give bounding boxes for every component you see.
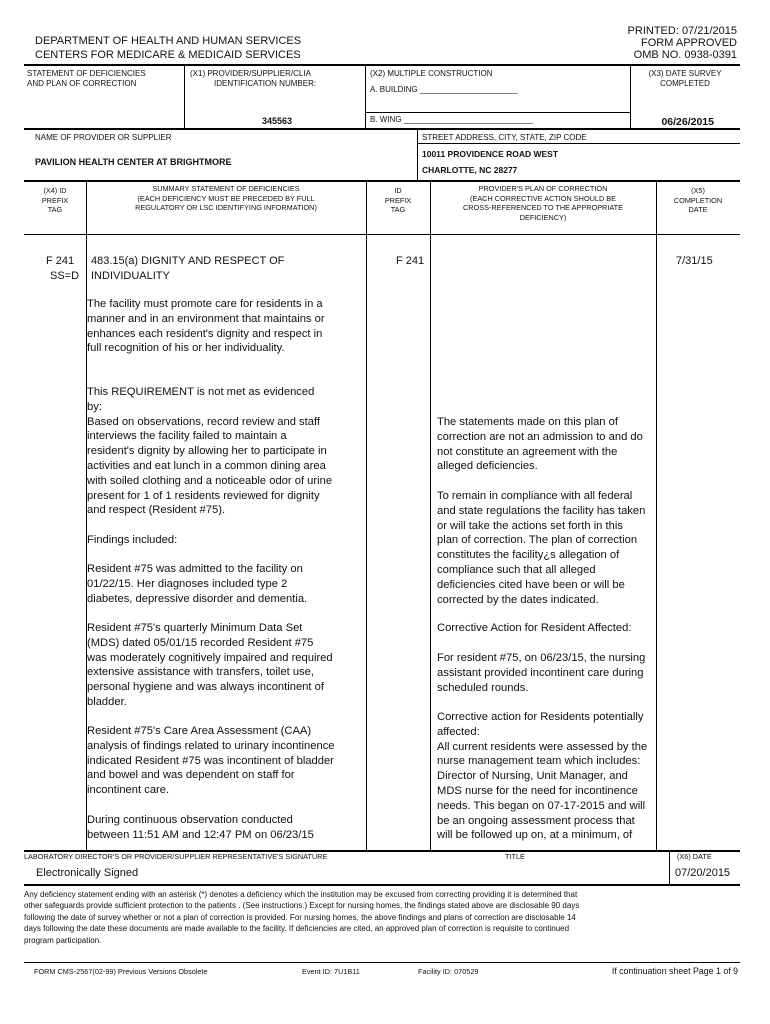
deficiency-title: 483.15(a) DIGNITY AND RESPECT OF INDIVIDUALITY — [91, 255, 285, 282]
col-x4-header: (X4) ID PREFIX TAG — [41, 186, 69, 215]
plan-para-5: Corrective action for Residents potentially affected: All current residents were assessed by the nurse management team which includes: Director of Nursing, Unit Manager, and MDS nurse for the need for incontinence needs. This began on 07-17-2015 and will be an ongoing assessment process that will be followed up on, at a minimum, of — [437, 711, 648, 842]
col-id-header: ID PREFIX TAG — [384, 186, 412, 215]
x2-label: (X2) MULTIPLE CONSTRUCTION — [370, 69, 493, 78]
summary-para-7: During continuous observation conducted between 11:51 AM and 12:47 PM on 06/23/15 — [87, 814, 314, 841]
deficiency-tag: F 241 — [46, 255, 75, 267]
summary-para-4: Resident #75 was admitted to the facility on 01/22/15. Her diagnoses included type 2 diabetes, depressive disorder and dementia. — [87, 563, 308, 605]
signature-value: Electronically Signed — [36, 867, 139, 879]
disclaimer-text: Any deficiency statement ending with an asterisk (*) denotes a deficiency which the institution may be excused from correcting providing it is determined that other safeguards provide sufficient protection to the patients . (See instructions.) Except for nursing homes, the findings stated above are disclosable 90 days following the date of survey whether or not a plan of correction is provided. For nursing homes, the above findings and plans of correction are disclosable 14 days following the date these documents are made available to the facility. If deficiencies are cited, an approved plan of correction is requisite to continued program participation. — [24, 890, 580, 945]
department-name: DEPARTMENT OF HEALTH AND HUMAN SERVICES — [35, 35, 302, 47]
plan-para-4: For resident #75, on 06/23/15, the nursing assistant provided incontinent care during scheduled rounds. — [437, 652, 646, 694]
plan-para-1: The statements made on this plan of correction are not an admission to and do not constitute an agreement with the alleged deficiencies. — [437, 416, 643, 473]
survey-completed-date: 06/26/2015 — [661, 116, 714, 128]
event-id: Event ID: 7U1B11 — [302, 967, 360, 976]
summary-para-6: Resident #75's Care Area Assessment (CAA) analysis of findings related to urinary incontinence indicated Resident #75 was incontinent of bladder and bowel and was dependent on staff for incontinent care. — [87, 725, 335, 797]
page-indicator: If continuation sheet Page 1 of 9 — [611, 966, 738, 976]
provider-name: PAVILION HEALTH CENTER AT BRIGHTMORE — [35, 157, 232, 167]
x1-label: (X1) PROVIDER/SUPPLIER/CLIA IDENTIFICATION NUMBER: — [190, 69, 317, 88]
x6-date-label: (X6) DATE — [677, 852, 712, 861]
title-label: TITLE — [505, 852, 525, 861]
plan-para-3: Corrective Action for Resident Affected: — [437, 622, 632, 634]
summary-para-5: Resident #75's quarterly Minimum Data Set (MDS) dated 05/01/15 recorded Resident #75 was moderately cognitively impaired and required extensive assistance with transfers, toilet use, personal hygiene and was always incontinent of bladder. — [87, 622, 333, 708]
col-summary-header: SUMMARY STATEMENT OF DEFICIENCIES (EACH DEFICIENCY MUST BE PRECEDED BY FULL REGULATORY OR LSC IDENTIFYING INFORMATION) — [135, 184, 317, 213]
city-state-zip: CHARLOTTE, NC 28277 — [422, 165, 518, 175]
summary-para-3: Findings included: — [87, 534, 178, 546]
building-field: A. BUILDING ______________________ — [370, 85, 518, 94]
street-address: 10011 PROVIDENCE ROAD WEST — [422, 149, 559, 159]
summary-para-2: This REQUIREMENT is not met as evidenced by: Based on observations, record review and staff interviews the facility failed to maintain a resident's dignity by allowing her to participate in activities and eat lunch in a common dining area with soiled clothing and a noticeable odor of urine present for 1 of 1 residents reviewed for dignity and respect (Resident #75). — [87, 386, 333, 517]
col-plan-header: PROVIDER'S PLAN OF CORRECTION (EACH CORRECTIVE ACTION SHOULD BE CROSS-REFERENCED TO THE APPROPRIATE DEFICIENCY) — [462, 184, 624, 222]
x3-label: (X3) DATE SURVEY COMPLETED — [648, 69, 722, 88]
printed-date: PRINTED: 07/21/2015 — [627, 25, 737, 37]
statement-label: STATEMENT OF DEFICIENCIES AND PLAN OF CORRECTION — [27, 69, 146, 88]
plan-para-2: To remain in compliance with all federal and state regulations the facility has taken or will take the actions set forth in this plan of correction. The plan of correction constitutes the facility¿s allegation of compliance such that all alleged deficiencies cited have been or will be corrected by the dates indicated. — [437, 490, 646, 606]
summary-para-1: The facility must promote care for residents in a manner and in an environment that maintains or enhances each resident's dignity and respect in full recognition of his or her individuality. — [87, 298, 325, 355]
completion-date: 7/31/15 — [676, 255, 713, 267]
scope-severity: SS=D — [50, 270, 80, 282]
form-approved: FORM APPROVED — [641, 37, 737, 49]
provider-name-label: NAME OF PROVIDER OR SUPPLIER — [35, 133, 172, 142]
provider-id-number: 345563 — [262, 116, 293, 126]
wing-field: B. WING _____________________________ — [370, 115, 533, 124]
facility-id: Facility ID: 070529 — [418, 967, 479, 976]
agency-name: CENTERS FOR MEDICARE & MEDICAID SERVICES — [35, 49, 301, 61]
form-number: FORM CMS-2567(02-99) Previous Versions Obsolete — [34, 967, 208, 976]
address-label: STREET ADDRESS, CITY, STATE, ZIP CODE — [422, 133, 587, 142]
signature-date: 07/20/2015 — [675, 867, 731, 879]
signature-label: LABORATORY DIRECTOR'S OR PROVIDER/SUPPLIER REPRESENTATIVE'S SIGNATURE — [24, 852, 328, 861]
omb-number: OMB NO. 0938-0391 — [633, 49, 737, 61]
col-x5-header: (X5) COMPLETION DATE — [673, 186, 723, 215]
plan-tag: F 241 — [396, 255, 425, 267]
